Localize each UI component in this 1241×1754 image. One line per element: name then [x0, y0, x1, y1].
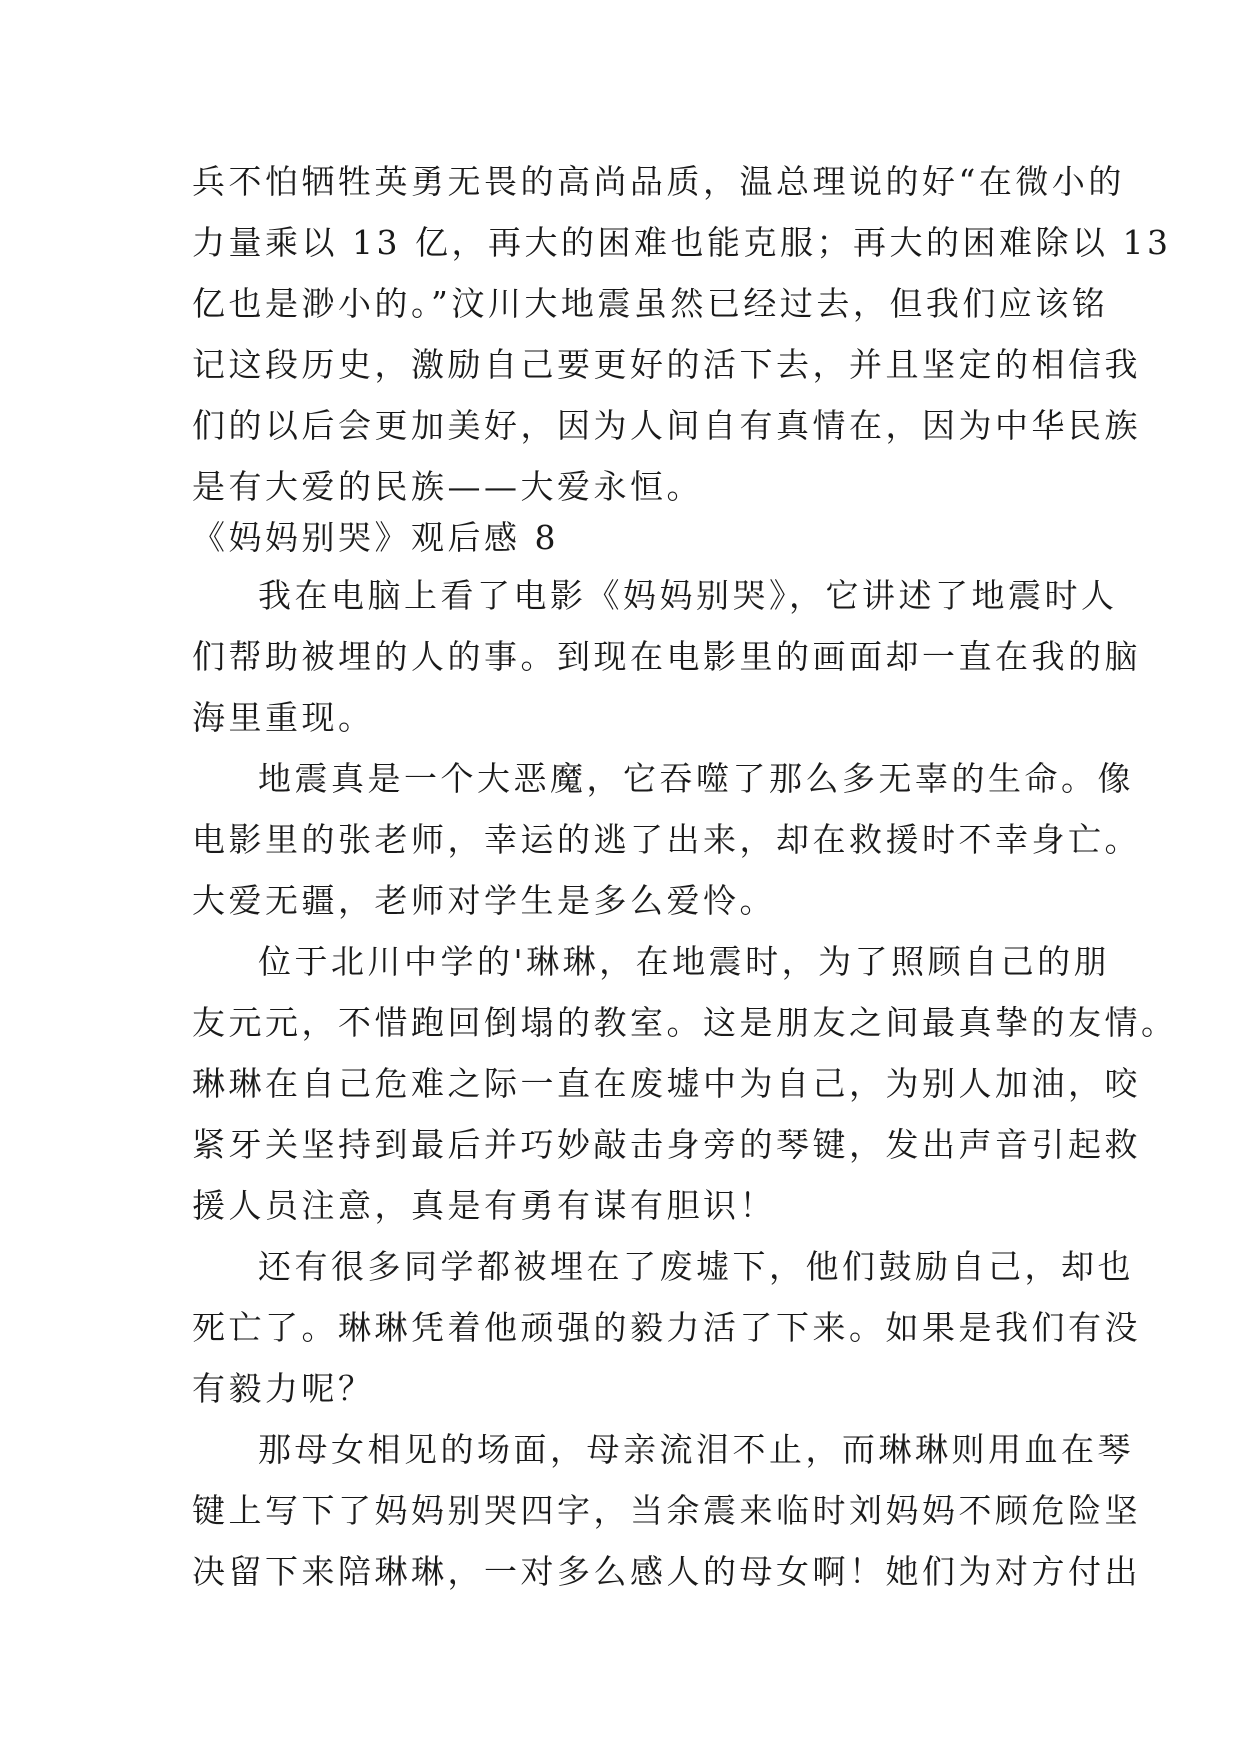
paragraph-line: 亿也是渺小的。”汶川大地震虽然已经过去，但我们应该铭 — [192, 284, 1109, 323]
paragraph-line: 大爱无疆，老师对学生是多么爱怜。 — [192, 881, 776, 920]
paragraph-line: 琳琳在自己危难之际一直在废墟中为自己，为别人加油，咬 — [192, 1064, 1141, 1103]
paragraph-line: 有毅力呢？ — [192, 1369, 375, 1408]
section-heading: 《妈妈别哭》观后感 8 — [192, 518, 559, 557]
paragraph-line: 键上写下了妈妈别哭四字，当余震来临时刘妈妈不顾危险坚 — [192, 1491, 1141, 1530]
paragraph-line: 死亡了。琳琳凭着他顽强的毅力活了下来。如果是我们有没 — [192, 1308, 1141, 1347]
paragraph-line: 援人员注意，真是有勇有谋有胆识！ — [192, 1186, 776, 1225]
paragraph-line: 们帮助被埋的人的事。到现在电影里的画面却一直在我的脑 — [192, 637, 1141, 676]
paragraph-line: 兵不怕牺牲英勇无畏的高尚品质，温总理说的好“在微小的 — [192, 162, 1125, 201]
paragraph-line: 位于北川中学的'琳琳，在地震时，为了照顾自己的朋 — [258, 942, 1111, 981]
paragraph-line: 那母女相见的场面，母亲流泪不止，而琳琳则用血在琴 — [258, 1430, 1134, 1469]
paragraph-line: 力量乘以 13 亿，再大的困难也能克服；再大的困难除以 13 — [192, 223, 1172, 262]
paragraph-line: 记这段历史，激励自己要更好的活下去，并且坚定的相信我 — [192, 345, 1141, 384]
paragraph-line: 电影里的张老师，幸运的逃了出来，却在救援时不幸身亡。 — [192, 820, 1141, 859]
paragraph-line: 友元元，不惜跑回倒塌的教室。这是朋友之间最真挚的友情。 — [192, 1003, 1178, 1042]
paragraph-line: 地震真是一个大恶魔，它吞噬了那么多无辜的生命。像 — [258, 759, 1134, 798]
paragraph-line: 还有很多同学都被埋在了废墟下，他们鼓励自己，却也 — [258, 1247, 1134, 1286]
paragraph-line: 我在电脑上看了电影《妈妈别哭》，它讲述了地震时人 — [258, 576, 1118, 615]
paragraph-line: 们的以后会更加美好，因为人间自有真情在，因为中华民族 — [192, 406, 1141, 445]
paragraph-line: 是有大爱的民族——大爱永恒。 — [192, 467, 703, 506]
paragraph-line: 决留下来陪琳琳，一对多么感人的母女啊！她们为对方付出 — [192, 1552, 1141, 1591]
paragraph-line: 紧牙关坚持到最后并巧妙敲击身旁的琴键，发出声音引起救 — [192, 1125, 1141, 1164]
paragraph-line: 海里重现。 — [192, 698, 375, 737]
